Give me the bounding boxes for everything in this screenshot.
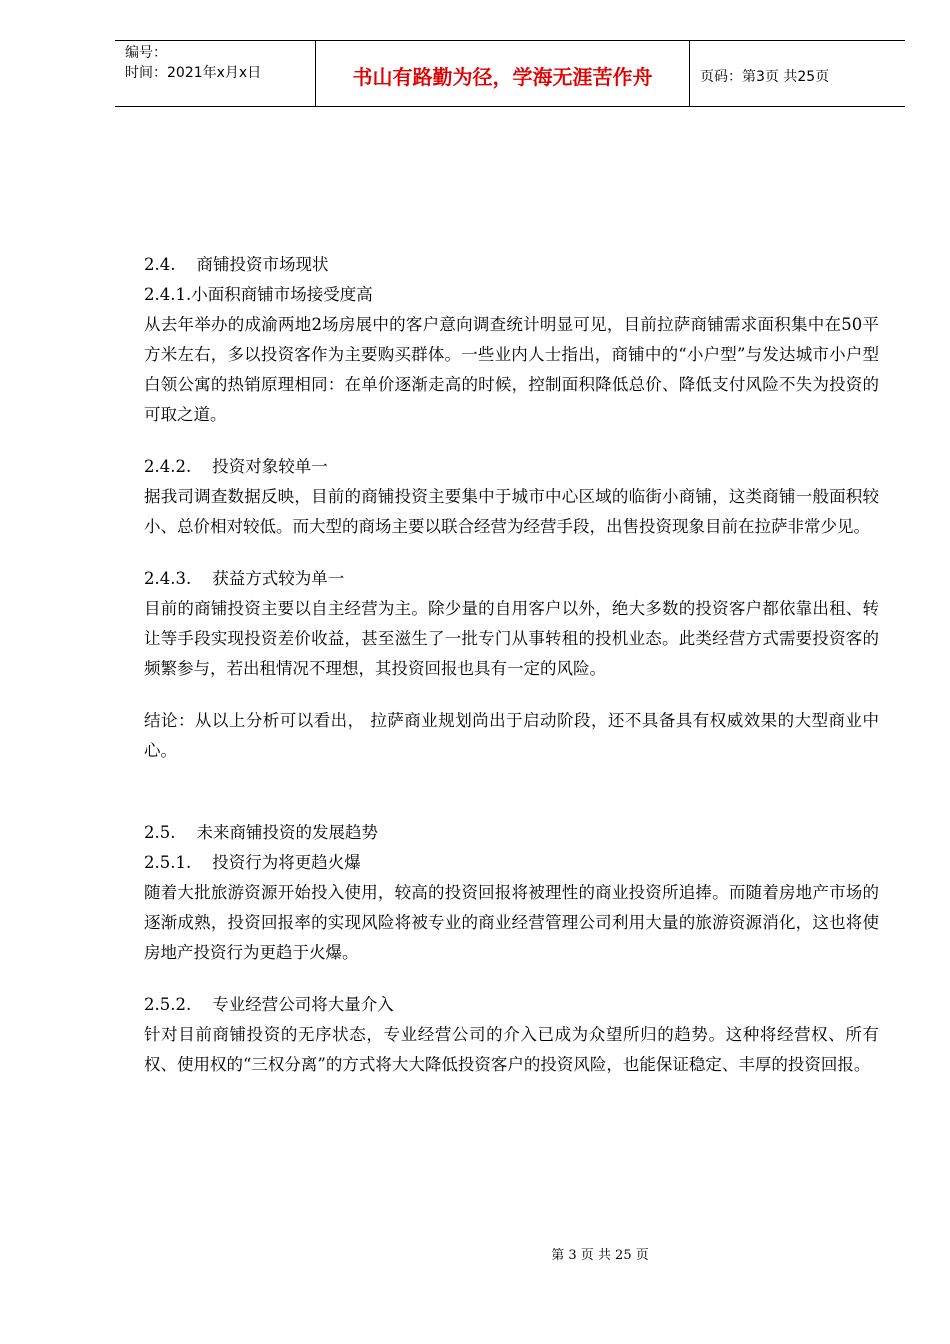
- section-heading-2-4-3: 2.4.3. 获益方式较为单一: [144, 569, 345, 588]
- section-heading-2-4-1: 2.4.1.小面积商铺市场接受度高: [144, 285, 373, 304]
- page-footer-number: 第 3 页 共 25 页: [551, 1248, 649, 1263]
- document-body: [144, 250, 879, 1080]
- paragraph-2-4-3: 目前的商铺投资主要以自主经营为主。除少量的自用客户以外，绝大多数的投资客户都依靠出租、转让等手段实现投资差价收益，甚至滋生了一批专门从事转租的投机业态。此类经营方式需要投资客的频繁参与，若出租情况不理想，其投资回报也具有一定的风险。: [144, 599, 879, 678]
- document-number-label: 编号：: [125, 45, 167, 61]
- section-heading-2-5-1: 2.5.1. 投资行为将更趋火爆: [144, 853, 361, 872]
- paragraph-2-5-1: 随着大批旅游资源开始投入使用，较高的投资回报将被理性的商业投资所追捧。而随着房地产市场的逐渐成熟，投资回报率的实现风险将被专业的商业经营管理公司利用大量的旅游资源消化，这也将使房地产投资行为更趋于火爆。: [144, 883, 879, 962]
- paragraph-2-4-1: 从去年举办的成渝两地2场房展中的客户意向调查统计明显可见，目前拉萨商铺需求面积集中在50平方米左右，多以投资客作为主要购买群体。一些业内人士指出，商铺中的“小户型”与发达城市小户型白领公寓的热销原理相同：在单价逐渐走高的时候，控制面积降低总价、降低支付风险不失为投资的可取之道。: [144, 315, 879, 424]
- section-heading-2-5-2: 2.5.2. 专业经营公司将大量介入: [144, 995, 394, 1014]
- header-meta-cell: [115, 41, 316, 106]
- section-heading-2-4: 2.4. 商铺投资市场现状: [144, 255, 329, 274]
- paragraph-conclusion: 结论：从以上分析可以看出， 拉萨商业规划尚出于启动阶段，还不具备具有权威效果的大型商业中心。: [144, 711, 879, 760]
- section-heading-2-5: 2.5. 未来商铺投资的发展趋势: [144, 823, 378, 842]
- header-motto: 书山有路勤为径，学海无涯苦作舟: [316, 41, 690, 106]
- section-heading-2-4-2: 2.4.2. 投资对象较单一: [144, 457, 328, 476]
- paragraph-2-5-2: 针对目前商铺投资的无序状态，专业经营公司的介入已成为众望所归的趋势。这种将经营权、所有权、使用权的“三权分离”的方式将大大降低投资客户的投资风险，也能保证稳定、丰厚的投资回报。: [144, 1025, 879, 1074]
- document-date-label: 时间：2021年x月x日: [125, 65, 262, 81]
- paragraph-2-4-2: 据我司调查数据反映，目前的商铺投资主要集中于城市中心区域的临街小商铺，这类商铺一般面积较小、总价相对较低。而大型的商场主要以联合经营为经营手段，出售投资现象目前在拉萨非常少见。: [144, 487, 879, 536]
- header-page-number: 页码：第3页 共25页: [700, 68, 830, 85]
- page-header: [115, 40, 905, 107]
